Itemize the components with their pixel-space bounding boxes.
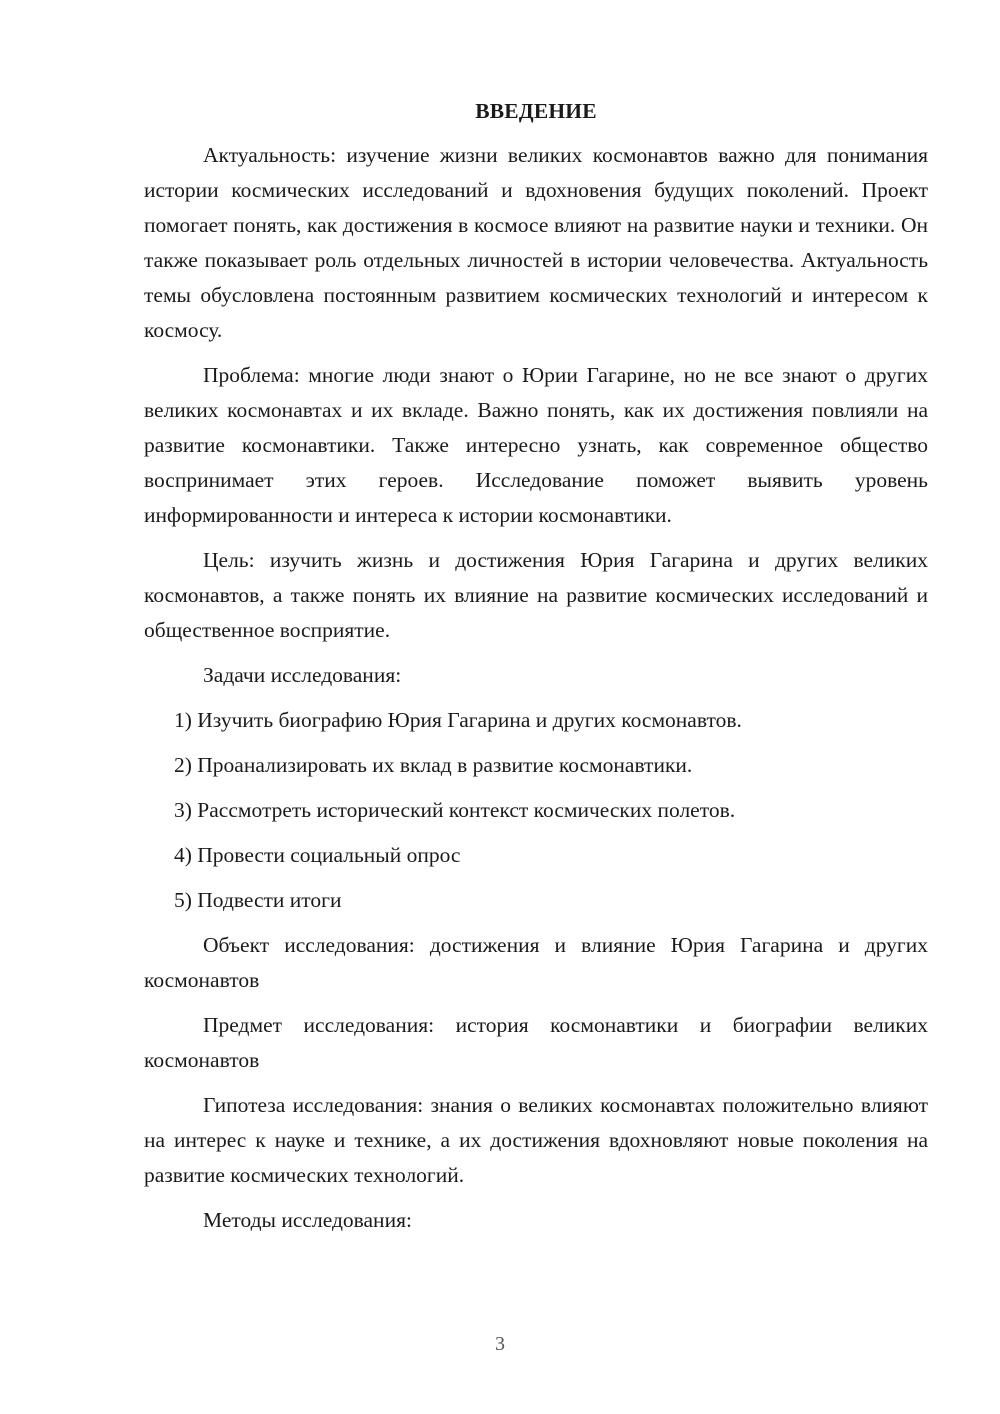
list-item: 4) Провести социальный опрос [174,843,461,867]
list-item: 3) Рассмотреть исторический контекст космических полетов. [174,798,736,822]
tasks-title: Задачи исследования: [203,663,402,687]
relevance-paragraph: Актуальность: изучение жизни великих космонавтов важно для понимания истории космических исследований и вдохновения будущих поколений. Проект помогает понять, как достижения в космосе влияют на развитие науки и техники. Он также показывает роль отдельных личностей в истории человечества. Актуальность темы обусловлена постоянным развитием космических технологий и интересом к космосу. [144,143,928,342]
list-item: 5) Подвести итоги [174,888,342,912]
section-heading: ВВЕДЕНИЕ [475,99,597,123]
page-number: 3 [495,1333,505,1355]
tasks-list [144,703,928,918]
document-page [144,96,928,1238]
list-item: 2) Проанализировать их вклад в развитие космонавтики. [174,753,693,777]
object-paragraph: Объект исследования: достижения и влияние Юрия Гагарина и других космонавтов [144,933,928,992]
problem-paragraph: Проблема: многие люди знают о Юрии Гагарине, но не все знают о других великих космонавтах и их вкладе. Важно понять, как их достижения повлияли на развитие космонавтики. Также интересно узнать, как современное общество воспринимает этих героев. Исследование поможет выявить уровень информированности и интереса к истории космонавтики. [144,363,928,527]
methods-title: Методы исследования: [203,1208,412,1232]
hypothesis-paragraph: Гипотеза исследования: знания о великих космонавтах положительно влияют на интерес к науке и технике, а их достижения вдохновляют новые поколения на развитие космических технологий. [144,1093,928,1187]
list-item: 1) Изучить биографию Юрия Гагарина и других космонавтов. [174,708,742,732]
subject-paragraph: Предмет исследования: история космонавтики и биографии великих космонавтов [144,1013,928,1072]
goal-paragraph: Цель: изучить жизнь и достижения Юрия Гагарина и других великих космонавтов, а также понять их влияние на развитие космических исследований и общественное восприятие. [144,548,928,642]
